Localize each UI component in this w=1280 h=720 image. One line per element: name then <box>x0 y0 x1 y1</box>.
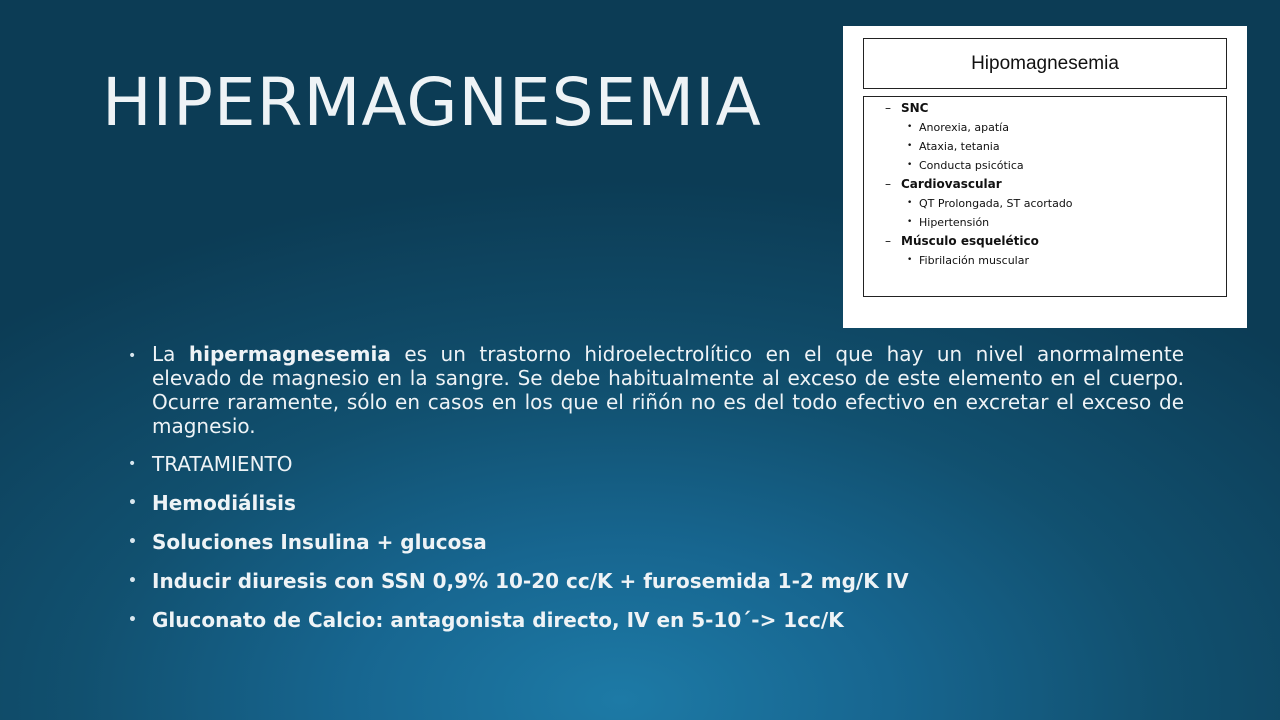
bullet-list <box>128 342 1184 645</box>
bullet-dot: • <box>128 456 137 472</box>
figure-item: • Ataxia, tetania <box>907 140 1000 153</box>
figure-item: • QT Prolongada, ST acortado <box>907 197 1073 210</box>
bullet-tratamiento: • TRATAMIENTO <box>128 452 293 476</box>
figure-item: • Fibrilación muscular <box>907 254 1029 267</box>
figure-category: – SNC <box>885 101 929 115</box>
bullet-dot: • <box>128 534 137 550</box>
bullet-dot: • <box>128 612 137 628</box>
figure-list <box>863 96 1227 297</box>
figure-header: Hipomagnesemia <box>863 38 1227 89</box>
figure-item: • Conducta psicótica <box>907 159 1024 172</box>
figure-item: • Anorexia, apatía <box>907 121 1009 134</box>
intro-paragraph: La hipermagnesemia es un trastorno hidroelectrolítico en el que hay un nivel anormalmente elevado de magnesio en la sangre. Se debe habitualmente al exceso de este elemento en el cuerpo. Ocurre raramente, sólo en casos en los que el riñón no es del todo efectivo en excretar el exceso de magnesio. <box>152 342 1184 438</box>
bullet-item: • Inducir diuresis con SSN 0,9% 10-20 cc/K + furosemida 1-2 mg/K IV <box>128 569 909 593</box>
bullet-item: • Hemodiálisis <box>128 491 296 515</box>
slide-title: HIPERMAGNESEMIA <box>102 64 762 141</box>
bullet-item: • Soluciones Insulina + glucosa <box>128 530 487 554</box>
bullet-dot: • <box>128 348 137 364</box>
figure-item: • Hipertensión <box>907 216 990 229</box>
bullet-dot: • <box>128 573 137 589</box>
bullet-intro <box>128 342 1184 438</box>
hipomagnesemia-figure <box>843 26 1247 328</box>
bullet-dot: • <box>128 495 137 511</box>
figure-category: – Músculo esquelético <box>885 234 1039 248</box>
bullet-item: • Gluconato de Calcio: antagonista directo, IV en 5-10´-> 1cc/K <box>128 608 844 632</box>
figure-category: – Cardiovascular <box>885 177 1002 191</box>
